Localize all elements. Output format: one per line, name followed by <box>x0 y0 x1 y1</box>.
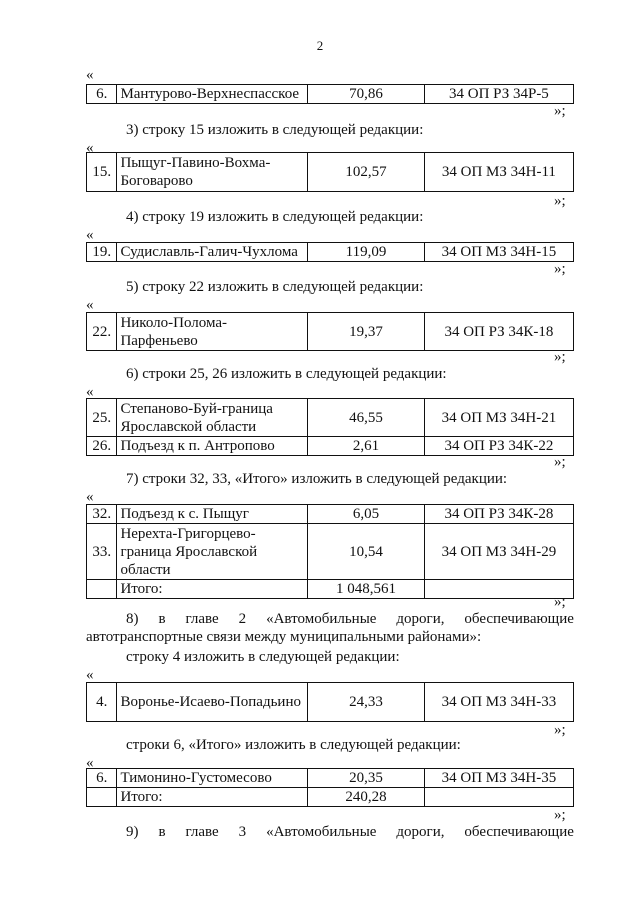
roads-table <box>86 84 574 104</box>
open-quote: « <box>86 67 94 83</box>
road-code: 34 ОП МЗ 34Н-11 <box>424 153 573 192</box>
road-code: 34 ОП МЗ 34Н-21 <box>424 399 573 437</box>
instruction-text: строки 6, «Итого» изложить в следующей редакции: <box>126 737 461 753</box>
road-code: 34 ОП МЗ 34Н-29 <box>424 524 573 580</box>
road-name: Воронье-Исаево-Попадьино <box>117 683 308 722</box>
close-quote: »; <box>554 454 566 470</box>
word: главе <box>185 824 219 840</box>
page-number: 2 <box>316 38 324 53</box>
roads-table <box>86 768 574 807</box>
open-quote: « <box>86 667 94 683</box>
row-number: 6. <box>87 85 117 104</box>
open-quote: « <box>86 384 94 400</box>
row-number: 25. <box>87 399 117 437</box>
total-length: 1 048,561 <box>308 580 425 599</box>
open-quote: « <box>86 489 94 505</box>
road-name: Мантурово-Верхнеспасское <box>117 85 308 104</box>
close-quote: »; <box>554 722 566 738</box>
close-quote: »; <box>554 594 566 610</box>
paragraph-9 <box>86 823 574 841</box>
close-quote: »; <box>554 261 566 277</box>
paragraph-9-line-1 <box>86 823 574 841</box>
word: главе <box>185 611 219 627</box>
row-number: 33. <box>87 524 117 580</box>
instruction-text: 5) строку 22 изложить в следующей редакции: <box>126 279 424 295</box>
road-name: Степаново-Буй-граница Ярославской области <box>117 399 308 437</box>
word: 8) <box>126 611 139 627</box>
instruction-text: строку 4 изложить в следующей редакции: <box>126 649 400 665</box>
roads-table <box>86 242 574 262</box>
table-row-total <box>87 580 574 599</box>
word: 9) <box>126 824 139 840</box>
road-length: 19,37 <box>308 313 425 351</box>
row-number <box>87 788 117 807</box>
instruction-text: 4) строку 19 изложить в следующей редакции: <box>126 209 424 225</box>
word: обеспечивающие <box>464 611 574 627</box>
road-length: 70,86 <box>308 85 425 104</box>
instruction-text: 3) строку 15 изложить в следующей редакции: <box>126 122 424 138</box>
road-length: 119,09 <box>308 243 425 262</box>
table-row <box>87 524 574 580</box>
table-row <box>87 683 574 722</box>
table-row <box>87 85 574 104</box>
close-quote: »; <box>554 103 566 119</box>
table-row <box>87 243 574 262</box>
word: обеспечивающие <box>464 824 574 840</box>
close-quote: »; <box>554 807 566 823</box>
roads-table <box>86 504 574 599</box>
close-quote: »; <box>554 349 566 365</box>
road-length: 20,35 <box>308 769 425 788</box>
road-name: Подъезд к с. Пыщуг <box>117 505 308 524</box>
roads-table <box>86 152 574 192</box>
open-quote: « <box>86 140 94 156</box>
paragraph-8-line-1 <box>86 610 574 628</box>
table-row <box>87 437 574 456</box>
road-code: 34 ОП РЗ 34К-22 <box>424 437 573 456</box>
total-label: Итого: <box>117 580 308 599</box>
close-quote: »; <box>554 193 566 209</box>
road-name: Пыщуг-Павино-Вохма-Боговарово <box>117 153 308 192</box>
word: дороги, <box>396 824 445 840</box>
row-number: 32. <box>87 505 117 524</box>
road-code: 34 ОП РЗ 34К-28 <box>424 505 573 524</box>
road-name: Тимонино-Густомесово <box>117 769 308 788</box>
road-name: Судиславль-Галич-Чухлома <box>117 243 308 262</box>
row-number: 19. <box>87 243 117 262</box>
road-length: 2,61 <box>308 437 425 456</box>
word: в <box>158 824 166 840</box>
total-length: 240,28 <box>308 788 425 807</box>
road-code: 34 ОП МЗ 34Н-35 <box>424 769 573 788</box>
table-row-total <box>87 788 574 807</box>
road-code: 34 ОП МЗ 34Н-33 <box>424 683 573 722</box>
row-number: 15. <box>87 153 117 192</box>
word: 3 <box>238 824 247 840</box>
road-code: 34 ОП РЗ 34Р-5 <box>424 85 573 104</box>
open-quote: « <box>86 755 94 771</box>
open-quote: « <box>86 227 94 243</box>
paragraph-8-line-2: автотранспортные связи между муниципальными районами»: <box>86 629 482 645</box>
roads-table <box>86 398 574 456</box>
roads-table <box>86 682 574 722</box>
row-number <box>87 580 117 599</box>
row-number: 22. <box>87 313 117 351</box>
instruction-text: 7) строки 32, 33, «Итого» изложить в следующей редакции: <box>126 471 508 487</box>
road-length: 10,54 <box>308 524 425 580</box>
total-label: Итого: <box>117 788 308 807</box>
road-code: 34 ОП МЗ 34Н-15 <box>424 243 573 262</box>
road-name: Подъезд к п. Антропово <box>117 437 308 456</box>
road-length: 24,33 <box>308 683 425 722</box>
row-number: 26. <box>87 437 117 456</box>
open-quote: « <box>86 297 94 313</box>
table-row <box>87 313 574 351</box>
road-code <box>424 580 573 599</box>
table-row <box>87 505 574 524</box>
row-number: 4. <box>87 683 117 722</box>
table-row <box>87 399 574 437</box>
road-length: 102,57 <box>308 153 425 192</box>
table-row <box>87 769 574 788</box>
road-length: 46,55 <box>308 399 425 437</box>
word: «Автомобильные <box>266 611 377 627</box>
word: «Автомобильные <box>266 824 377 840</box>
road-name: Нерехта-Григорцево-граница Ярославской области <box>117 524 308 580</box>
table-row <box>87 153 574 192</box>
roads-table <box>86 312 574 351</box>
word: дороги, <box>396 611 445 627</box>
word: в <box>158 611 166 627</box>
road-length: 6,05 <box>308 505 425 524</box>
paragraph-8 <box>86 610 574 646</box>
instruction-text: 6) строки 25, 26 изложить в следующей редакции: <box>126 366 447 382</box>
row-number: 6. <box>87 769 117 788</box>
road-code <box>424 788 573 807</box>
road-name: Николо-Полома-Парфеньево <box>117 313 308 351</box>
word: 2 <box>238 611 247 627</box>
road-code: 34 ОП РЗ 34К-18 <box>424 313 573 351</box>
